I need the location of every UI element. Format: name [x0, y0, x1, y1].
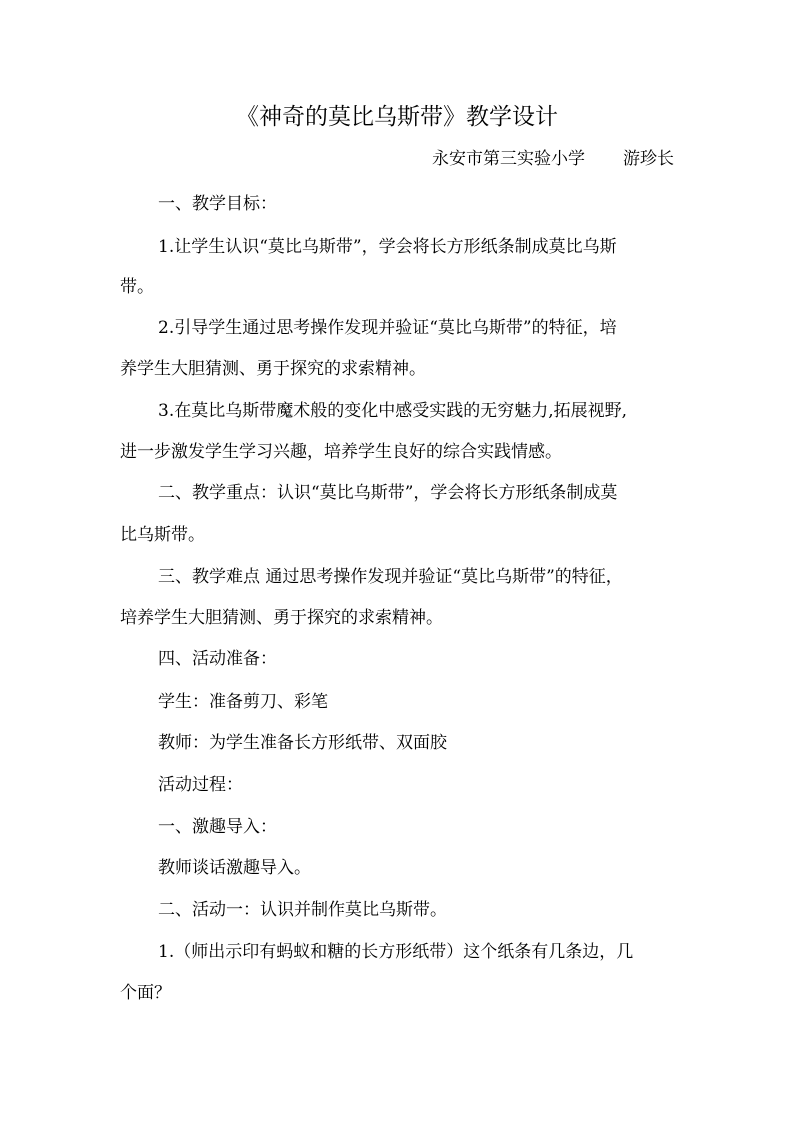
difficulties-line-2: 培养学生大胆猜测、勇于探究的求索精神。	[120, 608, 443, 628]
objective-1-line-1: 1.让学生认识“莫比乌斯带”，学会将长方形纸条制成莫比乌斯	[158, 237, 617, 257]
school-name: 永安市第三实验小学	[432, 149, 585, 169]
objective-2-line-2: 养学生大胆猜测、勇于探究的求索精神。	[120, 359, 426, 379]
section-heading-preparation: 四、活动准备：	[158, 649, 277, 669]
key-points-line-2: 比乌斯带。	[120, 525, 205, 545]
author-name: 游珍长	[623, 149, 674, 169]
difficulties-line-1: 三、教学难点 通过思考操作发现并验证“莫比乌斯带”的特征，	[158, 567, 623, 587]
question-1-line-1: 1.（师出示印有蚂蚁和糖的长方形纸带）这个纸条有几条边，几	[158, 942, 634, 962]
objective-3-line-2: 进一步激发学生学习兴趣，培养学生良好的综合实践情感。	[120, 442, 562, 462]
key-points-line-1: 二、教学重点：认识“莫比乌斯带”，学会将长方形纸条制成莫	[158, 483, 618, 503]
student-preparation: 学生：准备剪刀、彩笔	[158, 692, 328, 712]
introduction-text: 教师谈话激趣导入。	[158, 858, 311, 878]
byline	[432, 145, 674, 173]
objective-2-line-1: 2.引导学生通过思考操作发现并验证“莫比乌斯带”的特征，培	[158, 318, 617, 338]
section-heading-objectives: 一、教学目标：	[158, 194, 277, 214]
teacher-preparation: 教师：为学生准备长方形纸带、双面胶	[158, 733, 447, 753]
objective-1-line-2: 带。	[120, 277, 154, 297]
objective-3-line-1: 3.在莫比乌斯带魔术般的变化中感受实践的无穷魅力,拓展视野,	[158, 401, 628, 421]
section-heading-introduction: 一、激趣导入：	[158, 817, 277, 837]
section-heading-activity-one: 二、活动一：认识并制作莫比乌斯带。	[158, 900, 447, 920]
activity-process-heading: 活动过程：	[158, 775, 243, 795]
document-title: 《神奇的莫比乌斯带》教学设计	[236, 104, 558, 130]
question-1-line-2: 个面？	[120, 983, 171, 1003]
